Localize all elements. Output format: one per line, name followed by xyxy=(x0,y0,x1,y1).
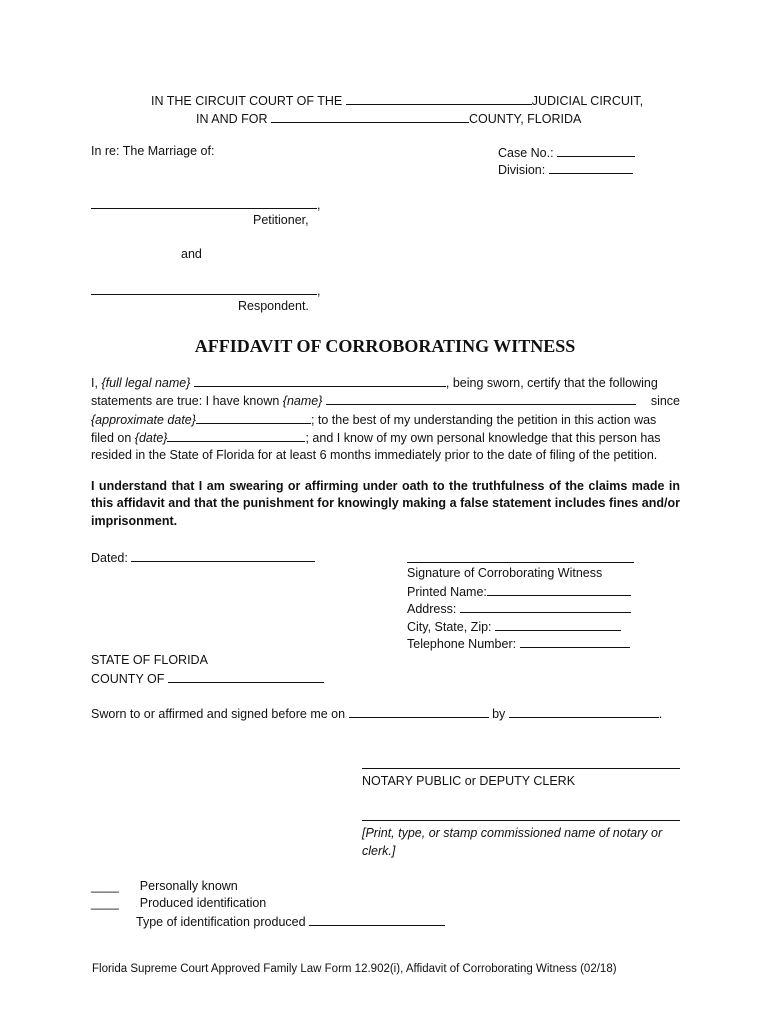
notary-name-line[interactable] xyxy=(362,820,680,821)
document-title: AFFIDAVIT OF CORROBORATING WITNESS xyxy=(194,336,576,356)
petitioner-label: Petitioner, xyxy=(253,213,309,227)
witness-signature-line[interactable] xyxy=(407,562,634,563)
printed-name-field[interactable] xyxy=(487,583,631,596)
oath-statement: I understand that I am swearing or affirming under oath to the truthfulness of the claims made in this affidavit and that the punishment for knowingly making a false statement includes fines and/or imprisonment. xyxy=(91,479,680,528)
affidavit-body xyxy=(91,374,680,464)
produced-id-checkbox[interactable]: ____ xyxy=(91,896,119,910)
notary-instruction-1: [Print, type, or stamp commissioned name of notary or xyxy=(362,826,663,840)
petitioner-name-row: , xyxy=(91,196,320,212)
address-row: Address: xyxy=(407,600,631,616)
body-line-3: {approximate date} ; to the best of my understanding the petition in this action was xyxy=(91,412,657,427)
petitioner-name-field[interactable] xyxy=(91,196,317,209)
division-row: Division: xyxy=(498,161,633,177)
form-footer: Florida Supreme Court Approved Family Law Form 12.902(i), Affidavit of Corroborating Witness (02/18) xyxy=(92,963,617,975)
witness-name-field[interactable] xyxy=(194,374,446,387)
body-line-2: statements are true: I have known {name} since xyxy=(91,394,680,409)
case-no-row: Case No.: xyxy=(498,144,635,160)
signature-label: Signature of Corroborating Witness xyxy=(407,566,603,580)
respondent-name-field[interactable] xyxy=(91,282,317,295)
sworn-row: Sworn to or affirmed and signed before me on by . xyxy=(91,707,663,721)
county-row: COUNTY OF xyxy=(91,670,324,686)
court-caption-line1: IN THE CIRCUIT COURT OF THE JUDICIAL CIRCUIT, xyxy=(151,94,644,108)
notary-label: NOTARY PUBLIC or DEPUTY CLERK xyxy=(362,774,576,788)
address-field[interactable] xyxy=(460,600,631,613)
personally-known-row: ____ Personally known xyxy=(91,879,238,893)
approximate-date-field[interactable] xyxy=(196,411,311,424)
respondent-name-row: , xyxy=(91,282,320,298)
sworn-by-field[interactable] xyxy=(509,705,659,718)
notary-instruction-2: clerk.] xyxy=(362,844,396,858)
type-id-row: Type of identification produced xyxy=(136,913,445,929)
body-line-5: resided in the State of Florida for at least 6 months immediately prior to the date of filing of the petition. xyxy=(91,448,658,463)
and-label: and xyxy=(181,247,202,261)
body-line-4: filed on {date} ; and I know of my own personal knowledge that this person has xyxy=(91,430,661,445)
case-no-field[interactable] xyxy=(557,144,635,157)
sworn-date-field[interactable] xyxy=(349,705,489,718)
in-re-label: In re: The Marriage of: xyxy=(91,144,215,158)
personally-known-checkbox[interactable]: ____ xyxy=(91,879,119,893)
circuit-field[interactable] xyxy=(346,92,532,105)
county-field[interactable] xyxy=(271,110,469,123)
body-line-1: I, {full legal name} , being sworn, certify that the following xyxy=(91,376,658,390)
division-field[interactable] xyxy=(549,161,633,174)
notary-county-field[interactable] xyxy=(168,670,324,683)
telephone-row: Telephone Number: xyxy=(407,635,630,651)
filed-date-field[interactable] xyxy=(167,429,305,442)
notary-signature-line[interactable] xyxy=(362,768,680,769)
known-person-field[interactable] xyxy=(326,392,636,405)
printed-name-row: Printed Name: xyxy=(407,583,631,599)
city-state-zip-row: City, State, Zip: xyxy=(407,618,621,634)
type-id-field[interactable] xyxy=(309,913,445,926)
dated-field[interactable] xyxy=(131,549,315,562)
state-label: STATE OF FLORIDA xyxy=(91,653,208,667)
court-caption-line2: IN AND FOR COUNTY, FLORIDA xyxy=(196,112,582,126)
respondent-label: Respondent. xyxy=(238,299,309,313)
telephone-field[interactable] xyxy=(520,635,630,648)
dated-row: Dated: xyxy=(91,549,315,565)
city-state-zip-field[interactable] xyxy=(495,618,621,631)
produced-id-row: ____ Produced identification xyxy=(91,896,267,910)
